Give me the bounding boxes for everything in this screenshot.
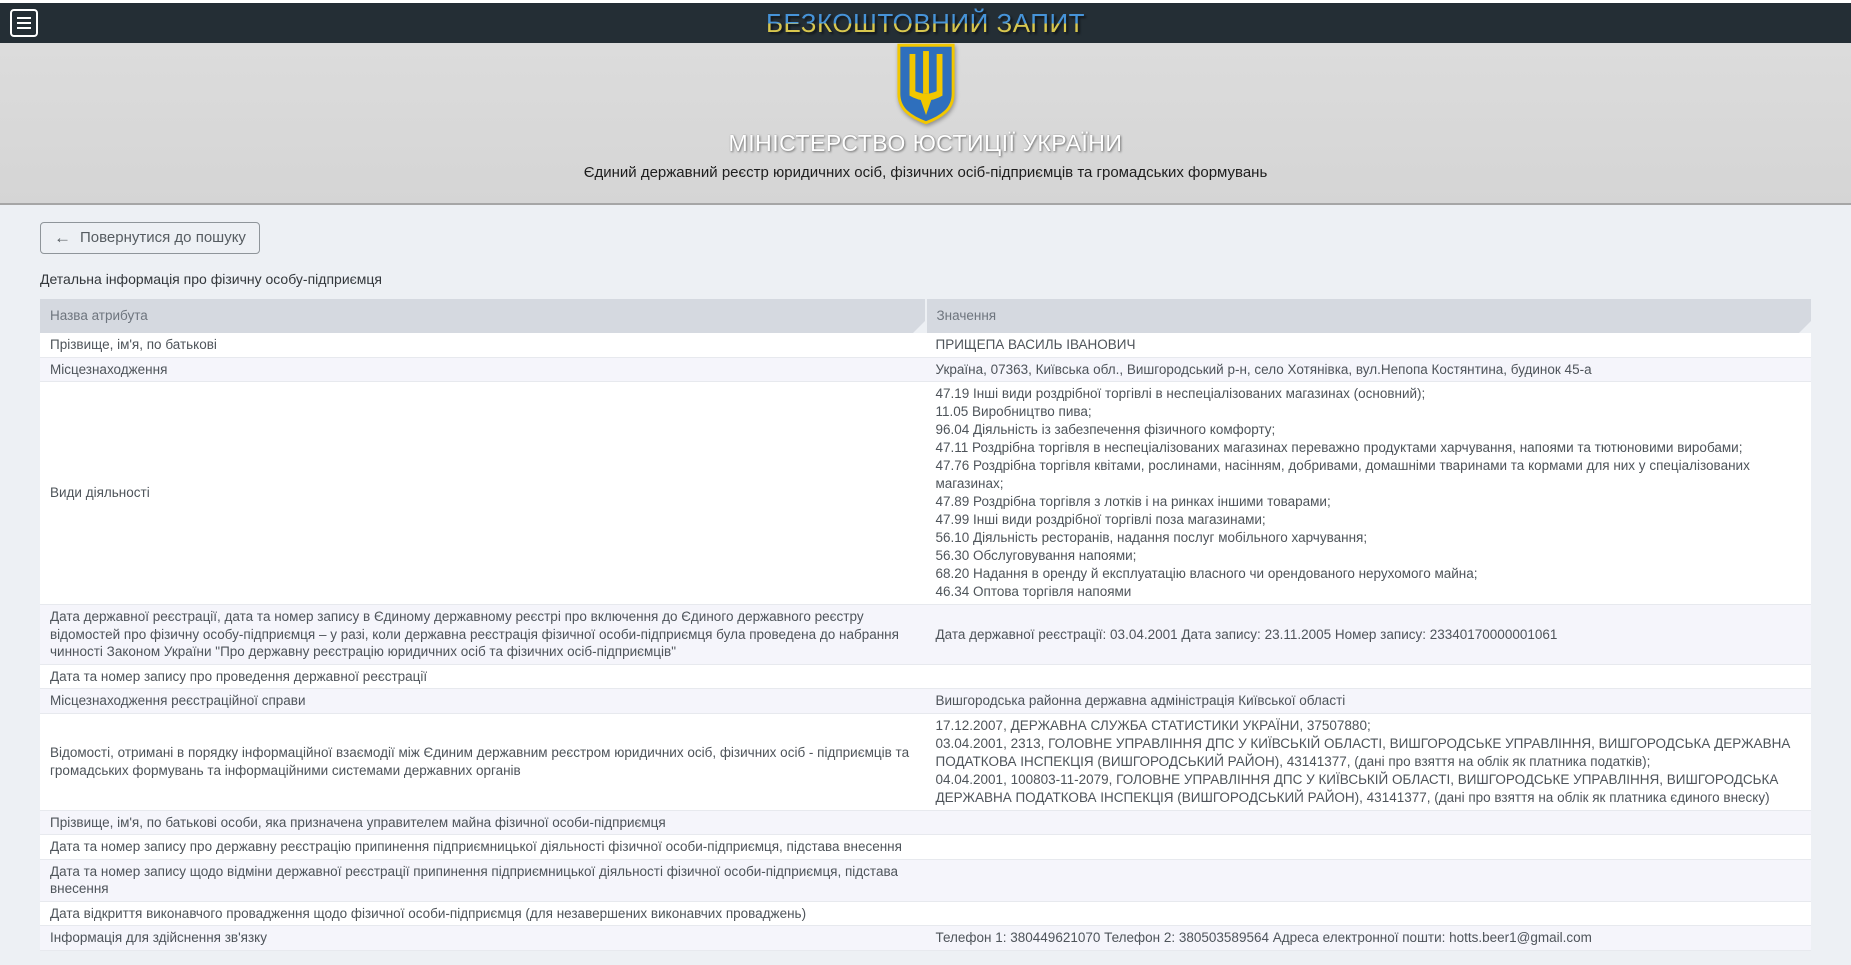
value-cell: ПРИЩЕПА ВАСИЛЬ ІВАНОВИЧ xyxy=(926,333,1812,357)
value-cell xyxy=(926,810,1812,835)
table-row xyxy=(40,713,1811,810)
attribute-cell: Дата державної реєстрації, дата та номер запису в Єдиному державному реєстрі про включення до Єдиного державного реєстру відомостей про фізичну особу-підприємця – у разі, коли державна реєстрація фізичної особи-підприємця була проведена до набрання чинності Законом України "Про державну реєстрацію юридичних осіб та фізичних осіб-підприємців" xyxy=(40,605,926,665)
attribute-cell: Дата та номер запису щодо відміни державної реєстрації припинення підприємницької діяльності фізичної особи-підприємця, підстава внесення xyxy=(40,859,926,901)
activity-line: 47.11 Роздрібна торгівля в неспеціалізованих магазинах переважно продуктами харчування, напоями та тютюновими виробами; xyxy=(935,440,1743,455)
activity-line: 68.20 Надання в оренду й експлуатацію власного чи орендованого нерухомого майна; xyxy=(935,566,1478,581)
attribute-cell: Прізвище, ім'я, по батькові xyxy=(40,333,926,357)
attribute-cell: Дата відкриття виконавчого провадження щодо фізичної особи-підприємця (для незавершених виконавчих проваджень) xyxy=(40,901,926,926)
activity-line: 11.05 Виробництво пива; xyxy=(935,404,1092,419)
table-row xyxy=(40,333,1811,357)
table-row xyxy=(40,605,1811,665)
interagency-record-line: 04.04.2001, 100803-11-2079, ГОЛОВНЕ УПРАВЛІННЯ ДПС У КИЇВСЬКІЙ ОБЛАСТІ, ВИШГОРОДСЬКЕ УПРАВЛІННЯ, ВИШГОРОДСЬКА ДЕРЖАВНА ПОДАТКОВА ІНСПЕКЦІЯ (ВИШГОРОДСЬКИЙ РАЙОН), 43141377, (дані про взяття на облік як платника єдиного внеску) xyxy=(935,771,1779,805)
back-to-search-button[interactable] xyxy=(40,222,260,254)
table-header-row xyxy=(40,299,1811,333)
value-cell xyxy=(926,382,1812,605)
activity-line: 47.76 Роздрібна торгівля квітами, рослинами, насінням, добривами, домашніми тваринами та кормами для них у спеціалізованих магазинах; xyxy=(935,458,1750,491)
menu-button[interactable] xyxy=(10,9,38,37)
value-cell xyxy=(926,901,1812,926)
activity-line: 56.10 Діяльність ресторанів, надання послуг мобільного харчування; xyxy=(935,530,1368,545)
attribute-cell: Інформація для здійснення зв'язку xyxy=(40,926,926,951)
left-arrow-icon: ← xyxy=(54,228,71,247)
page-title: БЕЗКОШТОВНИЙ ЗАПИТ xyxy=(765,7,1086,38)
value-cell xyxy=(926,835,1812,860)
ministry-title: МІНІСТЕРСТВО ЮСТИЦІЇ УКРАЇНИ xyxy=(728,130,1123,156)
table-row xyxy=(40,859,1811,901)
table-row xyxy=(40,664,1811,689)
table-row xyxy=(40,810,1811,835)
interagency-record-line: 17.12.2007, ДЕРЖАВНА СЛУЖБА СТАТИСТИКИ УКРАЇНИ, 37507880; xyxy=(935,717,1371,733)
attribute-cell: Дата та номер запису про проведення державної реєстрації xyxy=(40,664,926,689)
attribute-cell: Прізвище, ім'я, по батькові особи, яка призначена управителем майна фізичної особи-підприємця xyxy=(40,810,926,835)
attribute-cell: Дата та номер запису про державну реєстрацію припинення підприємницької діяльності фізичної особи-підприємця, підстава внесення xyxy=(40,835,926,860)
table-row xyxy=(40,382,1811,605)
table-row xyxy=(40,835,1811,860)
activity-line: 96.04 Діяльність із забезпечення фізичного комфорту; xyxy=(935,422,1276,437)
activity-line: 56.30 Обслуговування напоями; xyxy=(935,548,1137,563)
ministry-header xyxy=(0,43,1851,205)
table-row xyxy=(40,689,1811,714)
entrepreneur-details-table xyxy=(40,299,1811,951)
attribute-cell: Місцезнаходження xyxy=(40,357,926,382)
value-cell: Дата державної реєстрації: 03.04.2001 Дата запису: 23.11.2005 Номер запису: 23340170000001061 xyxy=(926,605,1812,665)
hamburger-icon xyxy=(17,17,31,19)
attribute-cell: Відомості, отримані в порядку інформаційної взаємодії між Єдиним державним реєстром юридичних осіб, фізичних осіб - підприємців та громадських формувань та інформаційними системами державних органів xyxy=(40,713,926,810)
activity-line: 46.34 Оптова торгівля напоями xyxy=(935,584,1132,599)
attribute-cell: Види діяльності xyxy=(40,382,926,605)
activity-line: 47.99 Інші види роздрібної торгівлі поза магазинами; xyxy=(935,512,1266,527)
value-cell: Вишгородська районна державна адміністрація Київської області xyxy=(926,689,1812,714)
ukraine-trident-emblem-icon xyxy=(0,43,1851,125)
table-row xyxy=(40,357,1811,382)
section-title: Детальна інформація про фізичну особу-підприємця xyxy=(40,271,383,287)
value-cell xyxy=(926,859,1812,901)
value-cell xyxy=(926,713,1812,810)
activity-line: 47.89 Роздрібна торгівля з лотків і на ринках іншими товарами; xyxy=(935,494,1331,509)
interagency-record-line: 03.04.2001, 2313, ГОЛОВНЕ УПРАВЛІННЯ ДПС У КИЇВСЬКІЙ ОБЛАСТІ, ВИШГОРОДСЬКЕ УПРАВЛІННЯ, ВИШГОРОДСЬКА ДЕРЖАВНА ПОДАТКОВА ІНСПЕКЦІЯ (ВИШГОРОДСЬКИЙ РАЙОН), 43141377, (дані про взяття на облік як платника податків); xyxy=(935,735,1791,769)
registry-subtitle: Єдиний державний реєстр юридичних осіб, фізичних осіб-підприємців та громадських формувань xyxy=(583,164,1268,181)
table-row xyxy=(40,901,1811,926)
column-header-value: Значення xyxy=(926,299,1812,333)
attribute-cell: Місцезнаходження реєстраційної справи xyxy=(40,689,926,714)
value-cell xyxy=(926,664,1812,689)
column-header-attribute: Назва атрибута xyxy=(40,299,926,333)
value-cell: Телефон 1: 380449621070 Телефон 2: 380503589564 Адреса електронної пошти: hotts.beer1@gmail.com xyxy=(926,926,1812,951)
table-row xyxy=(40,926,1811,951)
value-cell: Україна, 07363, Київська обл., Вишгородський р-н, село Хотянівка, вул.Непопа Костянтина, будинок 45-а xyxy=(926,357,1812,382)
activity-line: 47.19 Інші види роздрібної торгівлі в неспеціалізованих магазинах (основний); xyxy=(935,386,1426,401)
main-content xyxy=(0,205,1851,965)
top-navbar xyxy=(0,3,1851,43)
back-button-label: Повернутися до пошуку xyxy=(80,229,246,246)
